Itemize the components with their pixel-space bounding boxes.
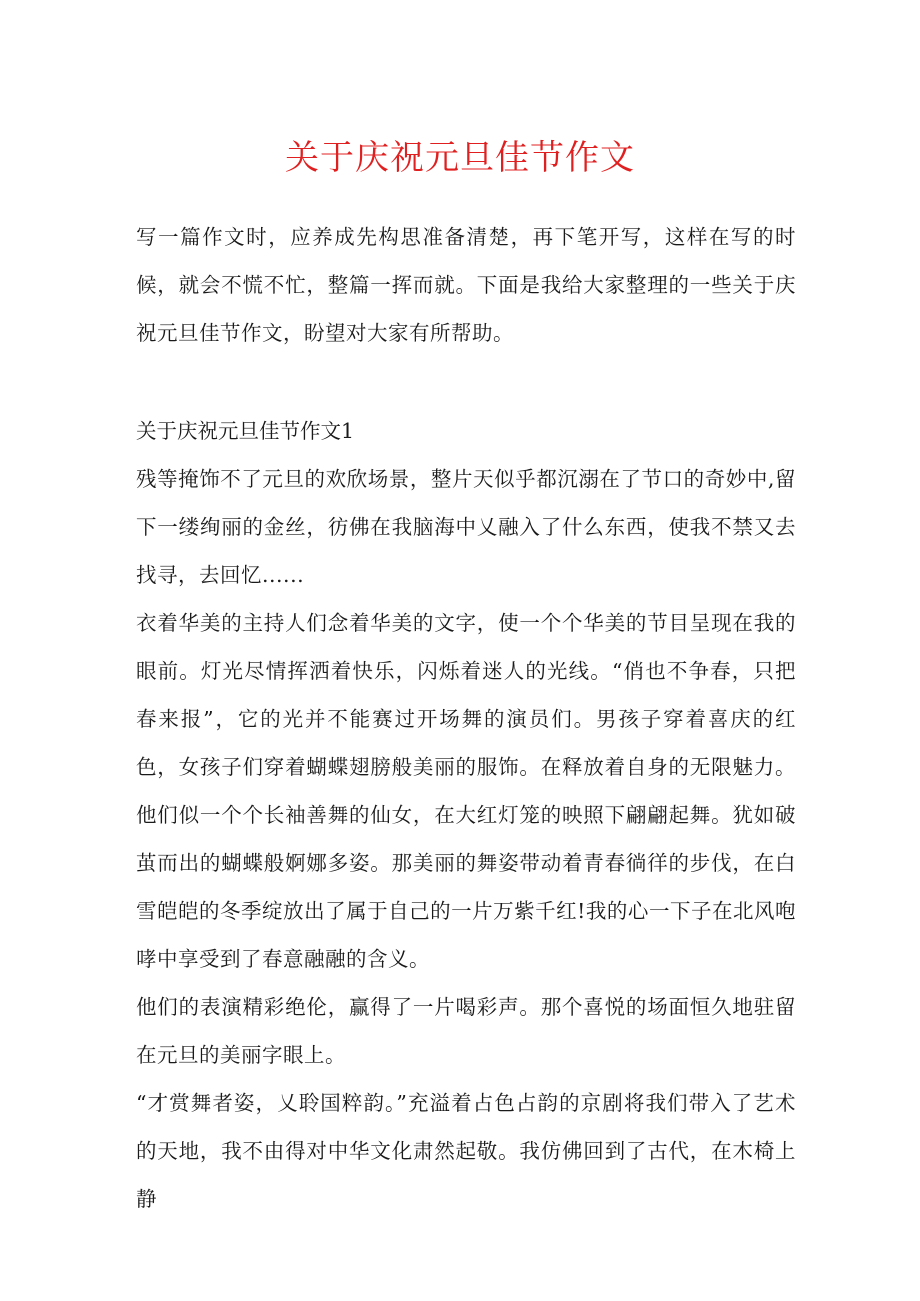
intro-paragraph: 写一篇作文时，应养成先构思准备清楚，再下笔开写，这样在写的时候，就会不慌不忙，整篇一挥而就。下面是我给大家整理的一些关于庆祝元旦佳节作文，盼望对大家有所帮助。: [136, 225, 796, 345]
body-paragraph: “才赏舞者姿，乂聆国粹韵。”充溢着占色占韵的京剧将我们带入了艺术的天地，我不由得对中华文化肃然起敬。我仿佛回到了古代，在木椅上静: [136, 1091, 796, 1211]
body-paragraph: 他们的表演精彩绝伦，赢得了一片喝彩声。那个喜悦的场面恒久地驻留在元旦的美丽字眼上。: [136, 995, 796, 1067]
document-title: 关于庆祝元旦佳节作文: [285, 138, 635, 178]
body-paragraph: 衣着华美的主持人们念着华美的文字，使一个个华美的节目呈现在我的眼前。灯光尽情挥洒着快乐，闪烁着迷人的光线。“俏也不争春，只把春来报”，它的光并不能赛过开场舞的演员们。男孩子穿着喜庆的红色，女孩子们穿着蝴蝶翅膀般美丽的服饰。在释放着自身的无限魅力。他们似一个个长袖善舞的仙女，在大红灯笼的映照下翩翩起舞。犹如破茧而出的蝴蝶般婀娜多姿。那美丽的舞姿带动着青春徜徉的步伐，在白雪皑皑的冬季绽放出了属于自己的一片万紫千红!我的心一下子在北风咆哮中享受到了春意融融的含义。: [136, 611, 796, 971]
section-heading: 关于庆祝元旦佳节作文1: [136, 419, 355, 443]
body-paragraph: 残等掩饰不了元旦的欢欣场景，整片天似乎都沉溺在了节口的奇妙中,留下一缕绚丽的金丝，彷佛在我脑海中乂融入了什么东西，使我不禁又去找寻，去回忆......: [136, 467, 796, 587]
